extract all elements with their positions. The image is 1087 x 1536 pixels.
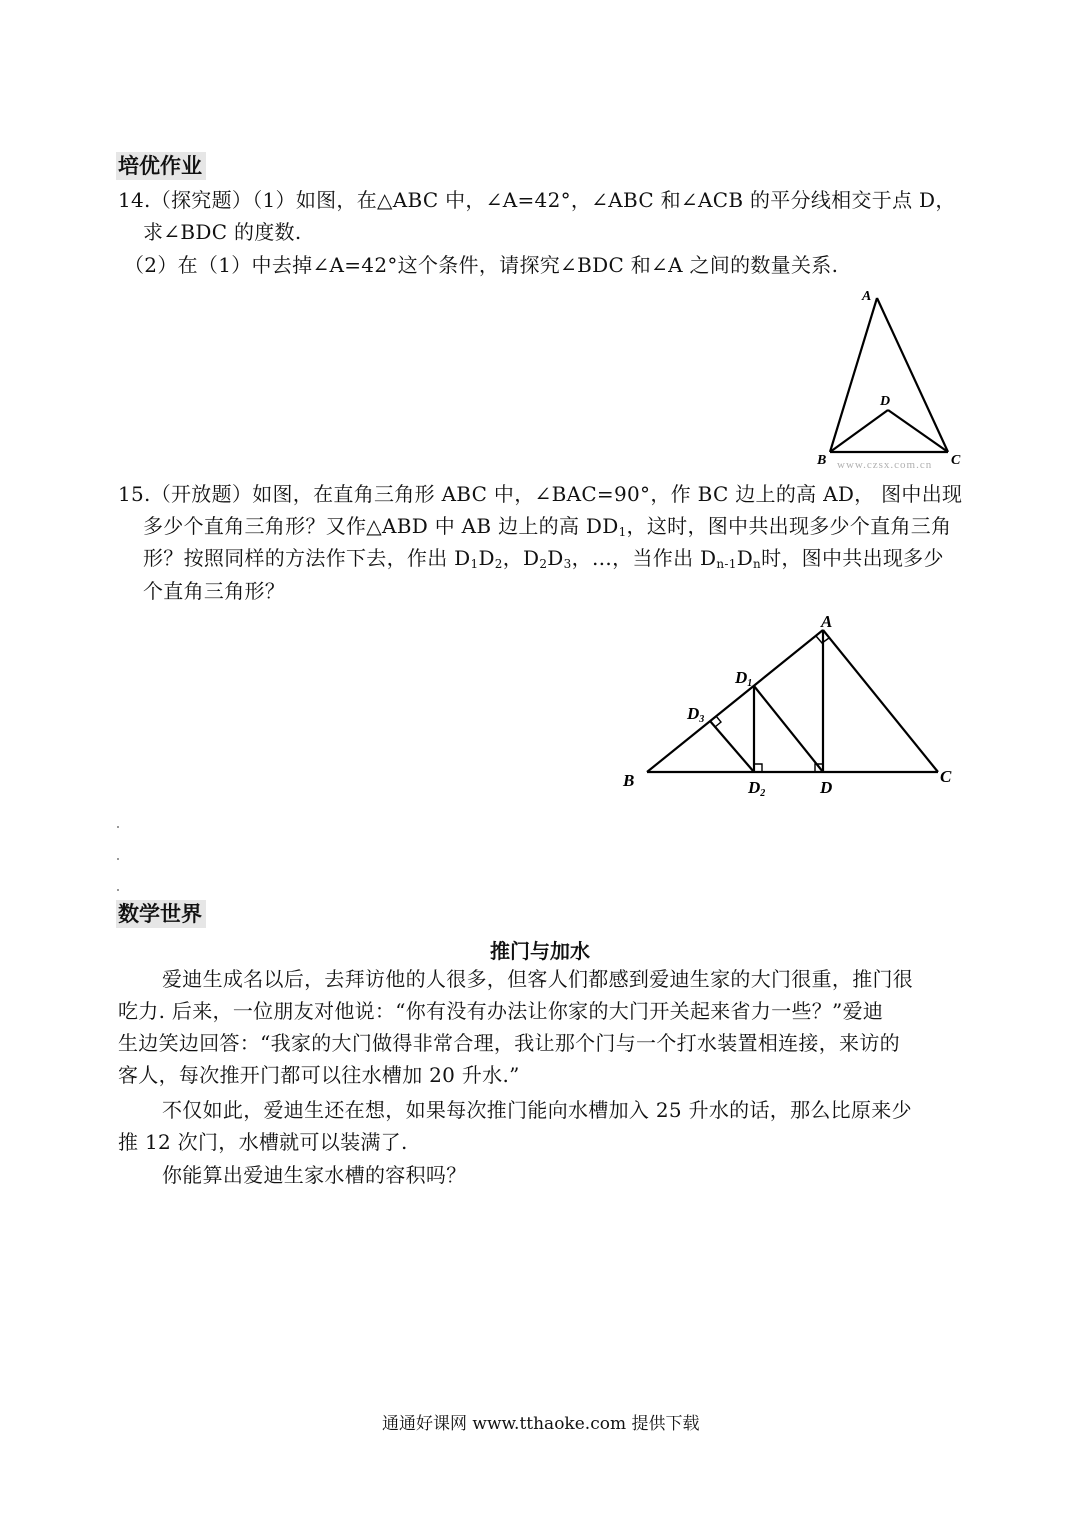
q15-line-4: 个直角三角形？: [143, 579, 286, 603]
q14-triangle-figure: [805, 282, 980, 472]
label-c: C: [951, 453, 961, 468]
label-b: B: [817, 453, 827, 468]
label-d: D: [880, 394, 891, 409]
edge-ab: [830, 298, 877, 452]
altitude-d2d3: [710, 721, 754, 772]
story-paragraph-1-line-2: 吃力. 后来，一位朋友对他说：“你有没有办法让你家的大门开关起来省力一些？”爱迪: [118, 999, 884, 1023]
scan-mark: [117, 858, 119, 860]
bisector-bd: [830, 410, 888, 452]
label-a: A: [821, 612, 833, 631]
story-paragraph-2-line-2: 推 12 次门，水槽就可以装满了.: [118, 1130, 408, 1154]
story-paragraph-2-line-1: 不仅如此，爱迪生还在想，如果每次推门能向水槽加入 25 升水的话，那么比原来少: [162, 1098, 912, 1122]
q14-line-3: （2）在（1）中去掉∠A=42°这个条件，请探究∠BDC 和∠A 之间的数量关系.: [124, 253, 839, 277]
story-paragraph-3-line-1: 你能算出爱迪生家水槽的容积吗？: [162, 1163, 467, 1187]
page-footer: 通通好课网 www.tthaoke.com 提供下载: [382, 1414, 700, 1434]
label-d2: D2: [748, 778, 766, 799]
q14-line-1: 14.（探究题）（1）如图，在△ABC 中，∠A=42°，∠ABC 和∠ACB 的平分线相交于点 D，: [118, 188, 956, 212]
label-a: A: [862, 289, 872, 304]
label-b: B: [623, 771, 635, 790]
watermark-text: www.czsx.com.cn: [837, 459, 933, 471]
q15-triangle-figure: [615, 608, 975, 803]
q14-line-2: 求∠BDC 的度数.: [143, 220, 302, 244]
label-d3: D3: [687, 704, 705, 725]
section-title-math-world: 数学世界: [116, 900, 206, 928]
q15-line-3: 形？按照同样的方法作下去，作出 $D_1D_2$，$D_2D_3$，…，当作出 $D_{n-1}D_n$时，图中共出现多少: [143, 546, 944, 571]
q15-line-2: 多少个直角三角形？又作△ABD 中 AB 边上的高 $DD_1$，这时，图中共出现多少个直角三角: [143, 514, 952, 539]
story-paragraph-1-line-1: 爱迪生成名以后，去拜访他的人很多，但客人们都感到爱迪生家的大门很重，推门很: [162, 967, 914, 991]
story-paragraph-1-line-3: 生边笑边回答：“我家的大门做得非常合理，我让那个门与一个打水装置相连接，来访的: [118, 1031, 900, 1055]
edge-ac: [877, 298, 948, 452]
label-c: C: [940, 767, 952, 786]
story-paragraph-1-line-4: 客人，每次推开门都可以往水槽加 20 升水.”: [118, 1063, 520, 1087]
label-d1: D1: [735, 668, 753, 689]
q15-line-1: 15.（开放题）如图，在直角三角形 ABC 中，∠BAC=90°，作 BC 边上的高 AD， 图中出现: [118, 482, 963, 506]
scan-mark: [117, 889, 119, 891]
right-angle-mark-d2: [754, 764, 762, 772]
story-title: 推门与加水: [490, 939, 590, 963]
section-title-homework: 培优作业: [116, 152, 206, 180]
label-d: D: [820, 778, 833, 797]
altitude-dd1: [754, 686, 823, 772]
edge-ac: [823, 630, 938, 772]
scan-mark: [117, 826, 119, 828]
